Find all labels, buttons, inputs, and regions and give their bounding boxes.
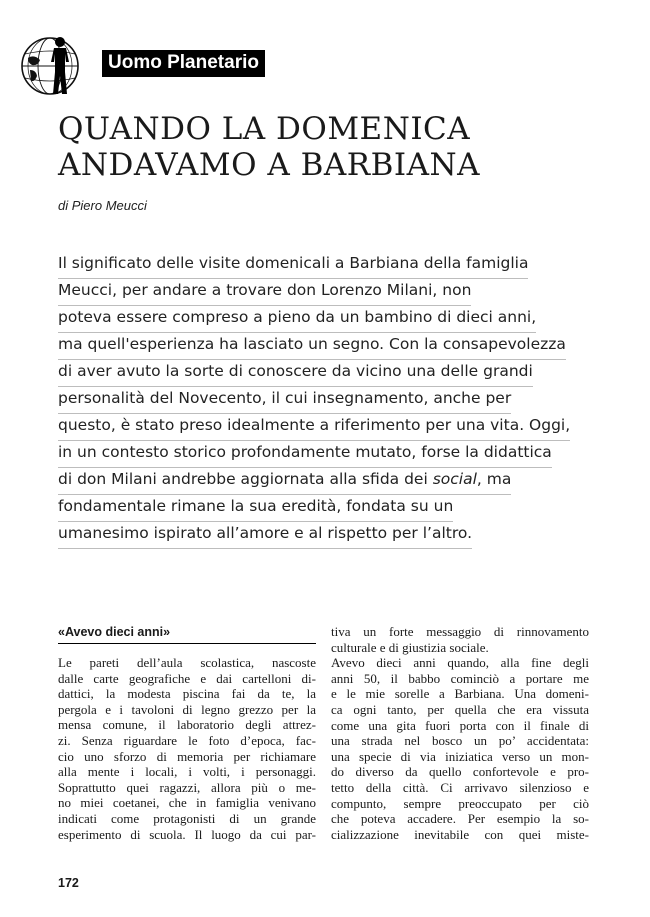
body-line: Soprattutto quei ragazzi, allora più o me- bbox=[58, 779, 316, 795]
body-line: do diverso da quello confortevole e pro- bbox=[331, 764, 589, 780]
body-line: una strada nel bosco un po’ accidentata: bbox=[331, 733, 589, 749]
article-title bbox=[58, 111, 618, 183]
body-line: e le mie sorelle a Barbiana. Una domeni- bbox=[331, 686, 589, 702]
body-line: indicati come protagonisti di un grande bbox=[58, 810, 316, 826]
abstract-line bbox=[58, 468, 511, 495]
body-column-left bbox=[58, 624, 316, 842]
abstract-line: di aver avuto la sorte di conoscere da vicino una delle grandi bbox=[58, 360, 533, 387]
body-line: alla mente i locali, i volti, i personaggi. bbox=[58, 764, 316, 780]
abstract bbox=[58, 252, 598, 549]
body-line: Avevo dieci anni quando, alla fine degli bbox=[331, 655, 589, 671]
body-line: no miei coetanei, che in famiglia venivano bbox=[58, 795, 316, 811]
body-line: ca ogni tanto, per quella che era vissuta bbox=[331, 701, 589, 717]
abstract-text: , ma bbox=[476, 470, 512, 488]
body-line: una specie di via iniziatica verso un mon- bbox=[331, 748, 589, 764]
abstract-italic: social bbox=[432, 470, 477, 488]
page-number: 172 bbox=[58, 876, 79, 890]
body-line: come una gita fuori porta con il finale di bbox=[331, 717, 589, 733]
abstract-line: Il significato delle visite domenicali a Barbiana della famiglia bbox=[58, 252, 528, 279]
body-line: dalle carte geografiche e dai cartelloni di- bbox=[58, 670, 316, 686]
body-line: dattici, la modesta piscina fai da te, la bbox=[58, 686, 316, 702]
body-line: che poteva accadere. Per esempio la so- bbox=[331, 811, 589, 827]
body-column-right bbox=[331, 624, 589, 842]
section-subheading: «Avevo dieci anni» bbox=[58, 624, 316, 644]
column-header bbox=[20, 34, 320, 98]
rubric-label: Uomo Planetario bbox=[102, 50, 265, 77]
title-line: ANDAVAMO A BARBIANA bbox=[58, 147, 481, 183]
abstract-line: personalità del Novecento, il cui insegnamento, anche per bbox=[58, 387, 511, 414]
abstract-line: fondamentale rimane la sua eredità, fondata su un bbox=[58, 495, 453, 522]
body-line: esperimento di scuola. Il luogo da cui par- bbox=[58, 826, 316, 842]
abstract-line: Meucci, per andare a trovare don Lorenzo Milani, non bbox=[58, 279, 471, 306]
body-line: anni 50, il babbo cominciò a portare me bbox=[331, 670, 589, 686]
abstract-line: umanesimo ispirato all’amore e al rispetto per l’altro. bbox=[58, 522, 472, 549]
abstract-line: questo, è stato preso idealmente a riferimento per una vita. Oggi, bbox=[58, 414, 570, 441]
body-line: cializzazione inevitabile con quei miste- bbox=[331, 826, 589, 842]
title-line: QUANDO LA DOMENICA bbox=[58, 111, 471, 147]
abstract-line: ma quell'esperienza ha lasciato un segno. Con la consapevolezza bbox=[58, 333, 566, 360]
author-byline: di Piero Meucci bbox=[58, 198, 147, 213]
body-line: tiva un forte messaggio di rinnovamento bbox=[331, 624, 589, 639]
abstract-line: in un contesto storico profondamente mutato, forse la didattica bbox=[58, 441, 552, 468]
body-line: pergola e i tavoloni di legno grezzo per la bbox=[58, 701, 316, 717]
body-line: Le pareti dell’aula scolastica, nascoste bbox=[58, 655, 316, 670]
body-line: zi. Senza riguardare le foto d’epoca, fac- bbox=[58, 732, 316, 748]
abstract-text: di don Milani andrebbe aggiornata alla sfida dei bbox=[58, 470, 433, 488]
body-line: compunto, sempre preoccupato per ciò bbox=[331, 795, 589, 811]
body-line: culturale e di giustizia sociale. bbox=[331, 639, 489, 655]
abstract-line: poteva essere compreso a pieno da un bambino di dieci anni, bbox=[58, 306, 536, 333]
body-line: cio uno sforzo di memoria per richiamare bbox=[58, 748, 316, 764]
globe-man-icon bbox=[20, 34, 82, 98]
body-line: tetto della città. Ci arrivavo silenzioso e bbox=[331, 779, 589, 795]
body-line: mensa comune, il laboratorio degli attrez- bbox=[58, 717, 316, 733]
